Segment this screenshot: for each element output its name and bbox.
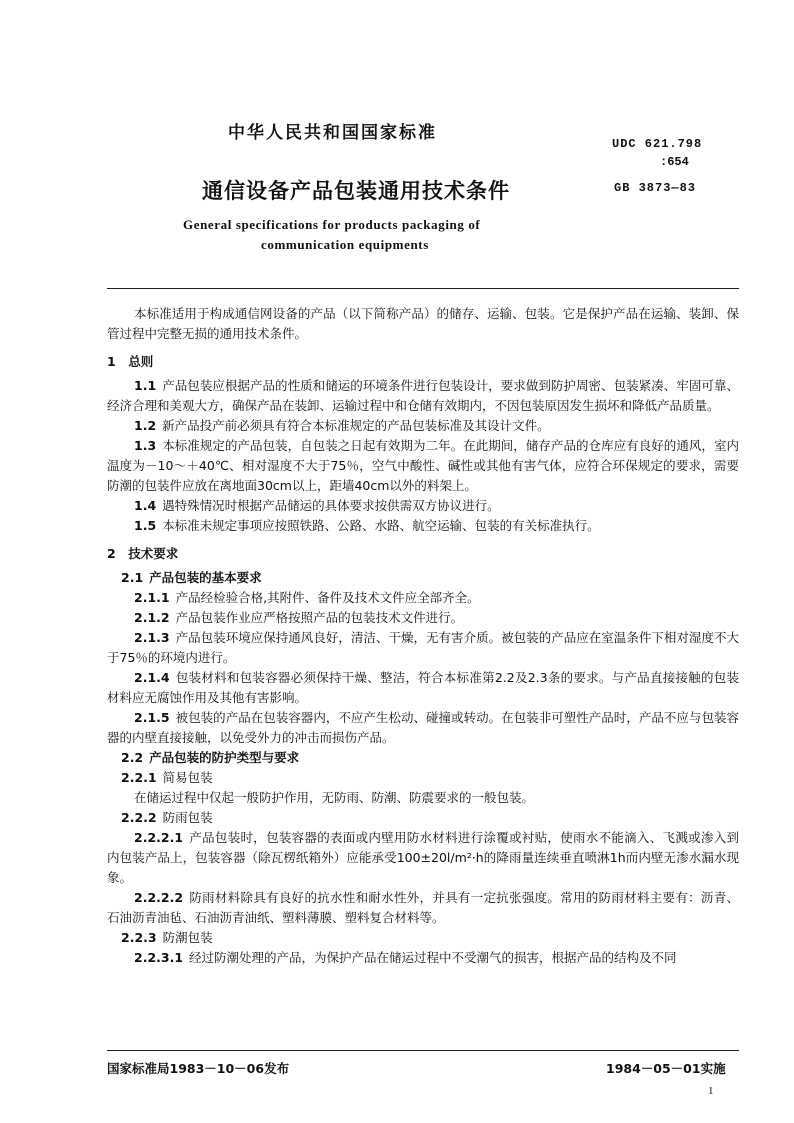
clause-2-1-5: 2.1.5 被包装的产品在包装容器内，不应产生松动、碰撞或转动。在包装非可塑性产品时，产品不应与包装容器的内壁直接接触，以免受外力的冲击而损伤产品。 xyxy=(107,710,739,745)
intro-paragraph: 本标准适用于构成通信网设备的产品（以下简称产品）的储存、运输、包装。它是保护产品在运输、装卸、保管过程中完整无损的通用技术条件。 xyxy=(107,306,739,341)
udc-code: UDC 621.798 xyxy=(612,137,703,151)
clause-1-5: 1.5 本标准未规定事项应按照铁路、公路、水路、航空运输、包装的有关标准执行。 xyxy=(134,518,600,533)
gb-standard-code: GB 3873—83 xyxy=(614,181,697,195)
header-divider xyxy=(107,288,739,289)
issue-date: 国家标准局1983－10－06发布 xyxy=(107,1061,290,1076)
clause-1-4: 1.4 遇特殊情况时根据产品储运的具体要求按供需双方协议进行。 xyxy=(134,498,500,513)
clause-2-2-3-1: 2.2.3.1 经过防潮处理的产品，为保护产品在储运过程中不受潮气的损害，根据产品的结构及不同 xyxy=(134,950,677,965)
clause-2-2-2-heading: 2.2.2 防雨包装 xyxy=(121,810,213,825)
udc-code-suffix: :654 xyxy=(660,155,689,169)
clause-1-2: 1.2 新产品投产前必须具有符合本标准规定的产品包装标准及其设计文件。 xyxy=(134,418,550,433)
clause-2-2-3-heading: 2.2.3 防潮包装 xyxy=(121,930,213,945)
clause-2-1-3: 2.1.3 产品包装环境应保持通风良好，清洁、干燥，无有害介质。被包装的产品应在室温条件下相对湿度不大于75％的环境内进行。 xyxy=(107,630,739,665)
clause-1-1: 1.1 产品包装应根据产品的性质和储运的环境条件进行包装设计，要求做到防护周密、包装紧凑、牢固可靠、经济合理和美观大方，确保产品在装卸、运输过程中和仓储有效期内，不因包装原因发生损坏和降低产品质量。 xyxy=(107,378,739,413)
clause-2-1-4: 2.1.4 包装材料和包装容器必须保持干燥、整洁，符合本标准第2.2及2.3条的要求。与产品直接接触的包装材料应无腐蚀作用及其他有害影响。 xyxy=(107,670,739,705)
standard-category-title: 中华人民共和国国家标准 xyxy=(228,123,437,143)
footer-divider xyxy=(107,1050,739,1051)
clause-2-2-2-2: 2.2.2.2 防雨材料除具有良好的抗水性和耐水性外，并具有一定抗张强度。常用的防雨材料主要有：沥青、石油沥青油毡、石油沥青油纸、塑料薄膜、塑料复合材料等。 xyxy=(107,890,739,925)
document-body xyxy=(107,304,739,968)
clause-2-2-heading: 2.2 产品包装的防护类型与要求 xyxy=(121,750,300,765)
section-2-heading: 2 技术要求 xyxy=(107,546,179,561)
page-number: 1 xyxy=(708,1085,714,1097)
clause-2-2-1-heading: 2.2.1 简易包装 xyxy=(121,770,213,785)
english-title-line2: communication equipments xyxy=(261,237,429,252)
clause-2-1-2: 2.1.2 产品包装作业应严格按照产品的包装技术文件进行。 xyxy=(134,610,464,625)
effective-date: 1984－05－01实施 xyxy=(606,1061,726,1076)
document-title: 通信设备产品包装通用技术条件 xyxy=(202,179,510,203)
clause-2-2-1-text: 在储运过程中仅起一般防护作用，无防雨、防潮、防震要求的一般包装。 xyxy=(134,790,535,805)
clause-2-2-2-1: 2.2.2.1 产品包装时，包装容器的表面或内壁用防水材料进行涂覆或衬贴，使雨水不能滴入、飞溅或渗入到内包装产品上，包装容器（除瓦楞纸箱外）应能承受100±20l/m²·h的降雨量连续垂直喷淋1h而内壁无渗水漏水现象。 xyxy=(107,830,739,885)
section-1-heading: 1 总则 xyxy=(107,354,154,369)
clause-1-3: 1.3 本标准规定的产品包装，自包装之日起有效期为二年。在此期间，储存产品的仓库应有良好的通风，室内温度为－10～＋40℃、相对湿度不大于75％，空气中酸性、碱性或其他有害气体，应符合环保规定的要求，需要防潮的包装件应放在离地面30cm以上，距墙40cm以外的料架上。 xyxy=(107,438,739,493)
clause-2-1-heading: 2.1 产品包装的基本要求 xyxy=(121,570,262,585)
english-title-line1: General specifications for products packaging of xyxy=(183,217,481,232)
clause-2-1-1: 2.1.1 产品经检验合格,其附件、备件及技术文件应全部齐全。 xyxy=(134,590,480,605)
